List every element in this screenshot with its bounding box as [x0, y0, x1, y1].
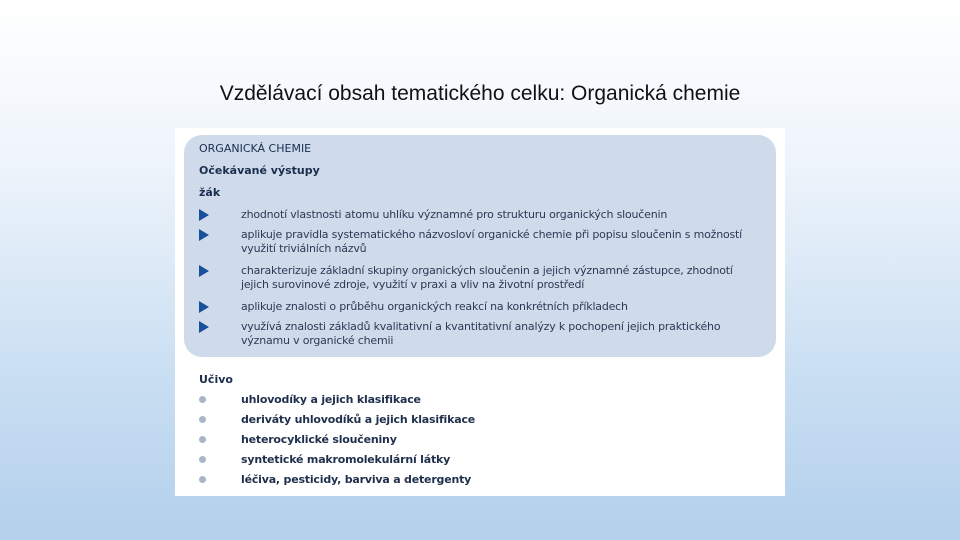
curriculum-text: heterocyklické sloučeniny	[241, 433, 397, 446]
outcome-text: charakterizuje základní skupiny organických sloučenin a jejich významné zástupce, zhodnotí jejich surovinové zdroje, využití v praxi a vliv na životní prostředí	[241, 264, 733, 291]
curriculum-text: uhlovodíky a jejich klasifikace	[241, 393, 421, 406]
outcome-text: zhodnotí vlastnosti atomu uhlíku významné pro strukturu organických sloučenin	[241, 208, 668, 221]
triangle-bullet-icon	[199, 321, 209, 333]
triangle-bullet-icon	[199, 229, 209, 241]
slide-title: Vzdělávací obsah tematického celku: Organická chemie	[219, 82, 741, 105]
curriculum-item	[199, 413, 599, 429]
dot-bullet-icon	[199, 396, 206, 403]
triangle-bullet-icon	[199, 209, 209, 221]
curriculum-item	[199, 453, 599, 469]
curriculum-heading: Učivo	[199, 373, 233, 386]
dot-bullet-icon	[199, 416, 206, 423]
dot-bullet-icon	[199, 476, 206, 483]
outcomes-heading: Očekávané výstupy	[199, 164, 320, 177]
subject-label: žák	[199, 186, 221, 199]
curriculum-text: léčiva, pesticidy, barviva a detergenty	[241, 473, 472, 486]
curriculum-item	[199, 393, 599, 409]
curriculum-item	[199, 473, 599, 489]
curriculum-text: deriváty uhlovodíků a jejich klasifikace	[241, 413, 476, 426]
outcome-text: aplikuje pravidla systematického názvosloví organické chemie při popisu sloučenin s možností využití triviálních názvů	[241, 228, 743, 255]
document-heading: ORGANICKÁ CHEMIE	[199, 142, 312, 155]
curriculum-item	[199, 433, 599, 449]
document-image	[175, 128, 785, 496]
outcome-text: využívá znalosti základů kvalitativní a kvantitativní analýzy k pochopení jejich praktického významu v organické chemii	[241, 320, 721, 347]
triangle-bullet-icon	[199, 265, 209, 277]
outcome-text: aplikuje znalosti o průběhu organických reakcí na konkrétních příkladech	[241, 300, 628, 313]
dot-bullet-icon	[199, 436, 206, 443]
triangle-bullet-icon	[199, 301, 209, 313]
curriculum-text: syntetické makromolekulární látky	[241, 453, 451, 466]
dot-bullet-icon	[199, 456, 206, 463]
